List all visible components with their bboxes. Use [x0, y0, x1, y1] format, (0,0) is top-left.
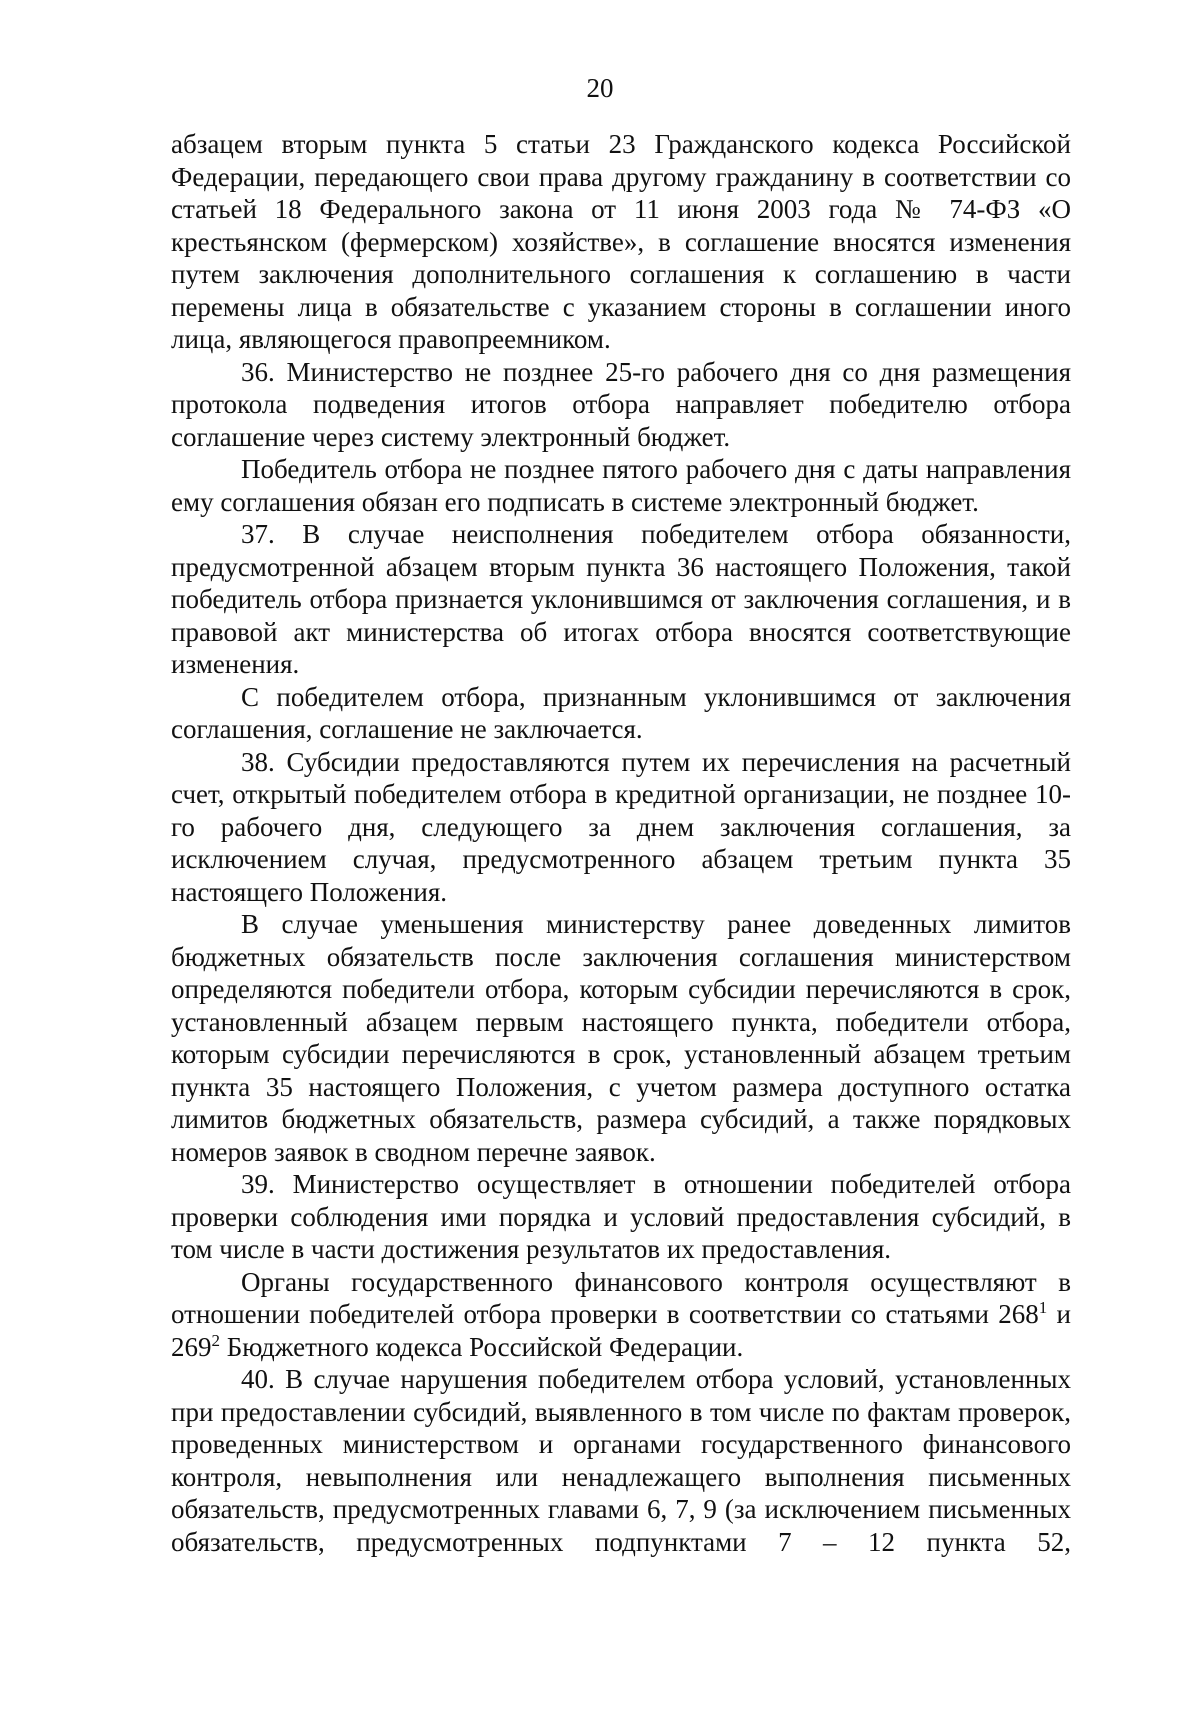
- paragraph-text: Бюджетного кодекса Российской Федерации.: [220, 1331, 744, 1362]
- paragraph-item-36: 36. Министерство не позднее 25-го рабочего дня со дня размещения протокола подведения итогов отбора направляет победителю отбора соглашение через систему электронный бюджет.: [171, 356, 1071, 452]
- paragraph-item-38-second: В случае уменьшения министерству ранее доведенных лимитов бюджетных обязательств после заключения соглашения министерством определяются победители отбора, которым субсидии перечисляются в срок, установленный абзацем первым настоящего пункта, победители отбора, которым субсидии перечисляются в срок, установленный абзацем третьим пункта 35 настоящего Положения, с учетом размера доступного остатка лимитов бюджетных обязательств, размера субсидий, а также порядковых номеров заявок в сводном перечне заявок.: [171, 909, 1071, 1167]
- paragraph-item-37-second: С победителем отбора, признанным уклонившимся от заключения соглашения, соглашение не заключается.: [171, 681, 1071, 744]
- paragraph-text: и 269: [171, 1299, 1071, 1362]
- paragraph-item-39-second: [171, 1266, 1071, 1364]
- page-number: 20: [586, 73, 614, 103]
- document-body: [171, 128, 1071, 1558]
- paragraph-continuation: абзацем вторым пункта 5 статьи 23 Гражданского кодекса Российской Федерации, передающего свои права другому гражданину в соответствии со статьей 18 Федерального закона от 11 июня 2003 года № 74-ФЗ «О крестьянском (фермерском) хозяйстве», в соглашение вносятся изменения путем заключения дополнительного соглашения к соглашению в части перемены лица в обязательстве с указанием стороны в соглашении иного лица, являющегося правопреемником.: [171, 129, 1071, 354]
- paragraph-item-40: 40. В случае нарушения победителем отбора условий, установленных при предоставлении субсидий, выявленного в том числе по фактам проверок, проведенных министерством и органами государственного финансового контроля, невыполнения или ненадлежащего выполнения письменных обязательств, предусмотренных главами 6, 7, 9 (за исключением письменных обязательств, предусмотренных подпунктами 7 – 12 пункта 52,: [171, 1364, 1071, 1557]
- paragraph-item-39: 39. Министерство осуществляет в отношении победителей отбора проверки соблюдения ими порядка и условий предоставления субсидий, в том числе в части достижения результатов их предоставления.: [171, 1169, 1071, 1264]
- paragraph-item-38: 38. Субсидии предоставляются путем их перечисления на расчетный счет, открытый победителем отбора в кредитной организации, не позднее 10-го рабочего дня, следующего за днем заключения соглашения, за исключением случая, предусмотренного абзацем третьим пункта 35 настоящего Положения.: [171, 746, 1071, 907]
- paragraph-item-37: 37. В случае неисполнения победителем отбора обязанности, предусмотренной абзацем вторым пункта 36 настоящего Положения, такой победитель отбора признается уклонившимся от заключения соглашения, и в правовой акт министерства об итогах отбора вносятся соответствующие изменения.: [171, 519, 1071, 679]
- paragraph-item-36-second: Победитель отбора не позднее пятого рабочего дня с даты направления ему соглашения обязан его подписать в системе электронный бюджет.: [171, 454, 1071, 517]
- superscript: 1: [1038, 1298, 1048, 1317]
- paragraph-text: Органы государственного финансового контроля осуществляют в отношении победителей отбора проверки в соответствии со статьями 268: [171, 1266, 1071, 1329]
- superscript: 2: [211, 1330, 220, 1350]
